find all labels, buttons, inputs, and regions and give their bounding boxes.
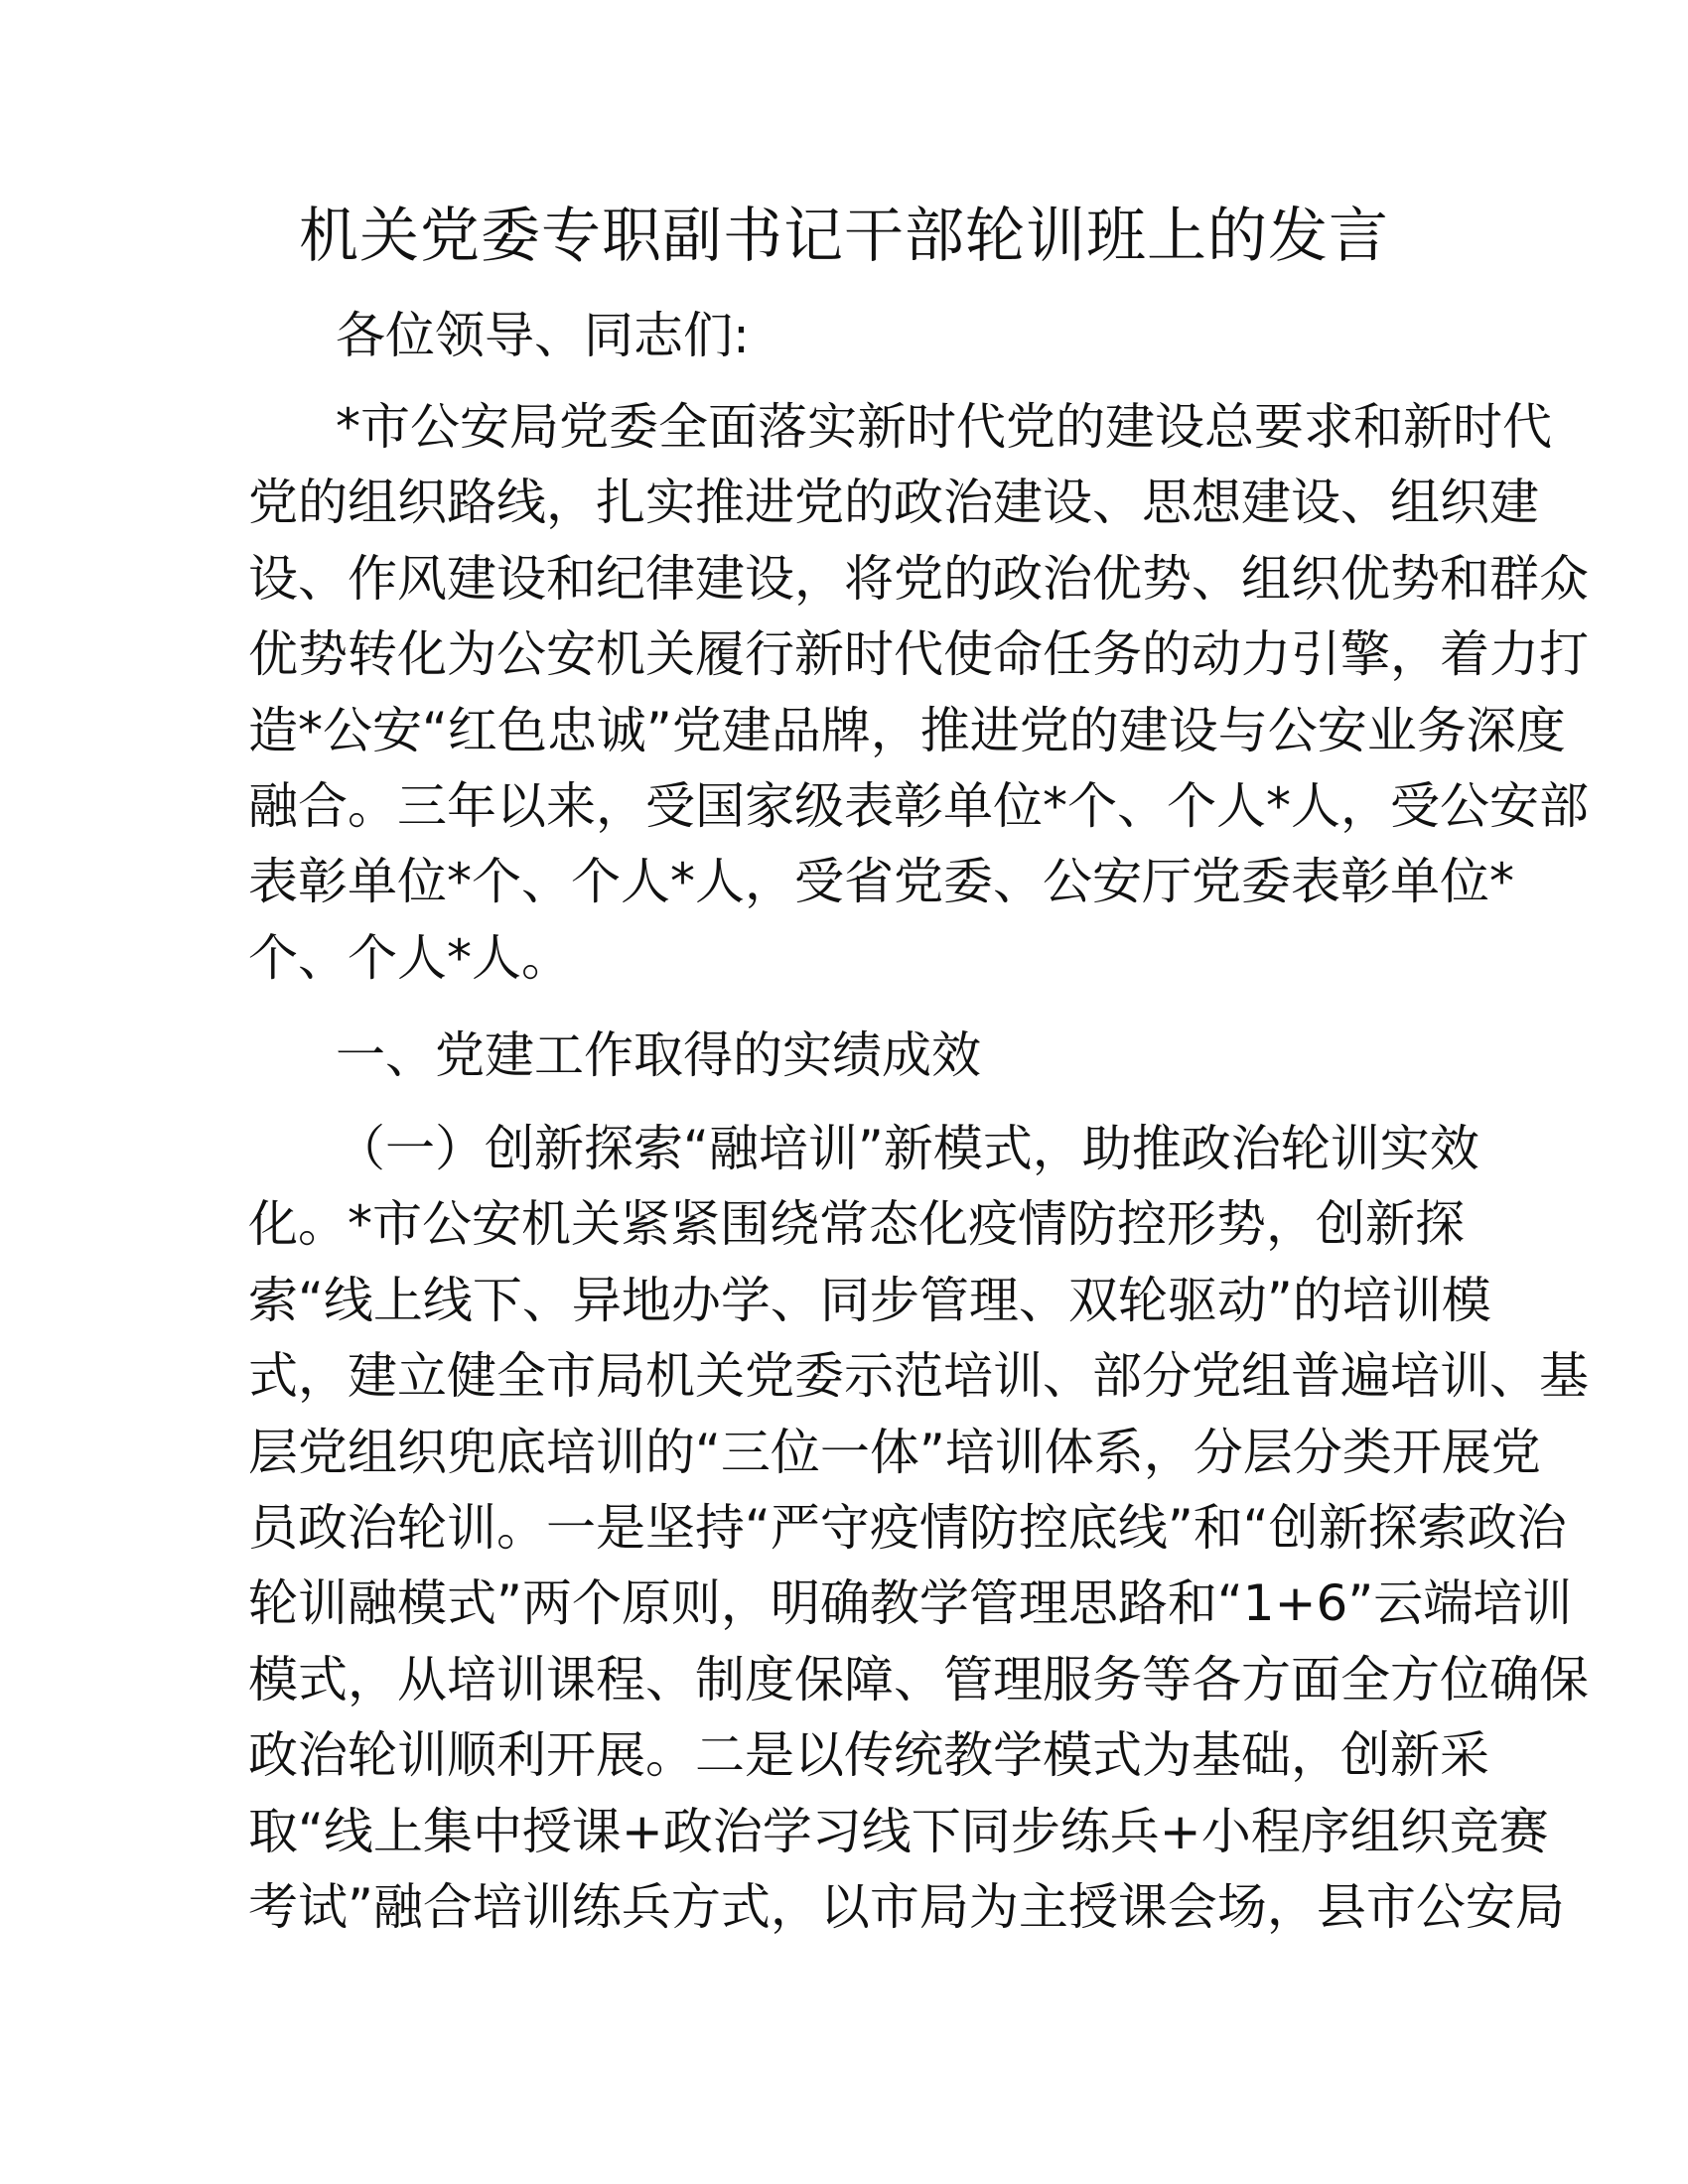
intro-paragraph bbox=[248, 389, 1589, 996]
text-line: 融合。三年以来，受国家级表彰单位*个、个人*人，受公安部 bbox=[248, 776, 1589, 835]
text-line: 员政治轮训。一是坚持“严守疫情防控底线”和“创新探索政治 bbox=[248, 1498, 1567, 1557]
text-line: 设、作风建设和纪律建设，将党的政治优势、组织优势和群众 bbox=[248, 549, 1589, 608]
text-line: *市公安局党委全面落实新时代党的建设总要求和新时代 bbox=[336, 398, 1552, 456]
text-line: 索“线上线下、异地办学、同步管理、双轮驱动”的培训模 bbox=[248, 1271, 1491, 1329]
greeting: 各位领导、同志们: bbox=[336, 307, 750, 364]
text-line: 考试”融合培训练兵方式，以市局为主授课会场，县市公安局 bbox=[248, 1877, 1565, 1936]
text-line: 取“线上集中授课+政治学习线下同步练兵+小程序组织竞赛 bbox=[248, 1802, 1549, 1860]
subsection-paragraph bbox=[248, 1111, 1589, 1945]
text-line: 轮训融模式”两个原则，明确教学管理思路和“1+6”云端培训 bbox=[248, 1574, 1573, 1633]
text-line: 政治轮训顺利开展。二是以传统教学模式为基础，创新采 bbox=[248, 1726, 1489, 1785]
text-line: 造*公安“红色忠诚”党建品牌，推进党的建设与公安业务深度 bbox=[248, 701, 1566, 759]
document-title: 机关党委专职副书记干部轮训班上的发言 bbox=[299, 202, 1389, 271]
text-line: 层党组织兜底培训的“三位一体”培训体系，分层分类开展党 bbox=[248, 1423, 1541, 1481]
text-line: 表彰单位*个、个人*人，受省党委、公安厅党委表彰单位* bbox=[248, 853, 1514, 911]
text-line: 一、党建工作取得的实绩成效 bbox=[336, 1026, 981, 1084]
greeting-paragraph bbox=[248, 298, 1442, 373]
text-line: 化。*市公安机关紧紧围绕常态化疫情防控形势，创新探 bbox=[248, 1195, 1465, 1254]
text-line: 个、个人*人。 bbox=[248, 928, 571, 987]
text-line: （一）创新探索“融培训”新模式，助推政治轮训实效 bbox=[336, 1120, 1479, 1177]
section-heading bbox=[248, 1018, 1442, 1093]
text-line: 党的组织路线，扎实推进党的政治建设、思想建设、组织建 bbox=[248, 474, 1539, 532]
text-line: 模式，从培训课程、制度保障、管理服务等各方面全方位确保 bbox=[248, 1650, 1589, 1708]
text-line: 式，建立健全市局机关党委示范培训、部分党组普遍培训、基 bbox=[248, 1347, 1589, 1406]
text-line: 优势转化为公安机关履行新时代使命任务的动力引擎，着力打 bbox=[248, 625, 1589, 684]
